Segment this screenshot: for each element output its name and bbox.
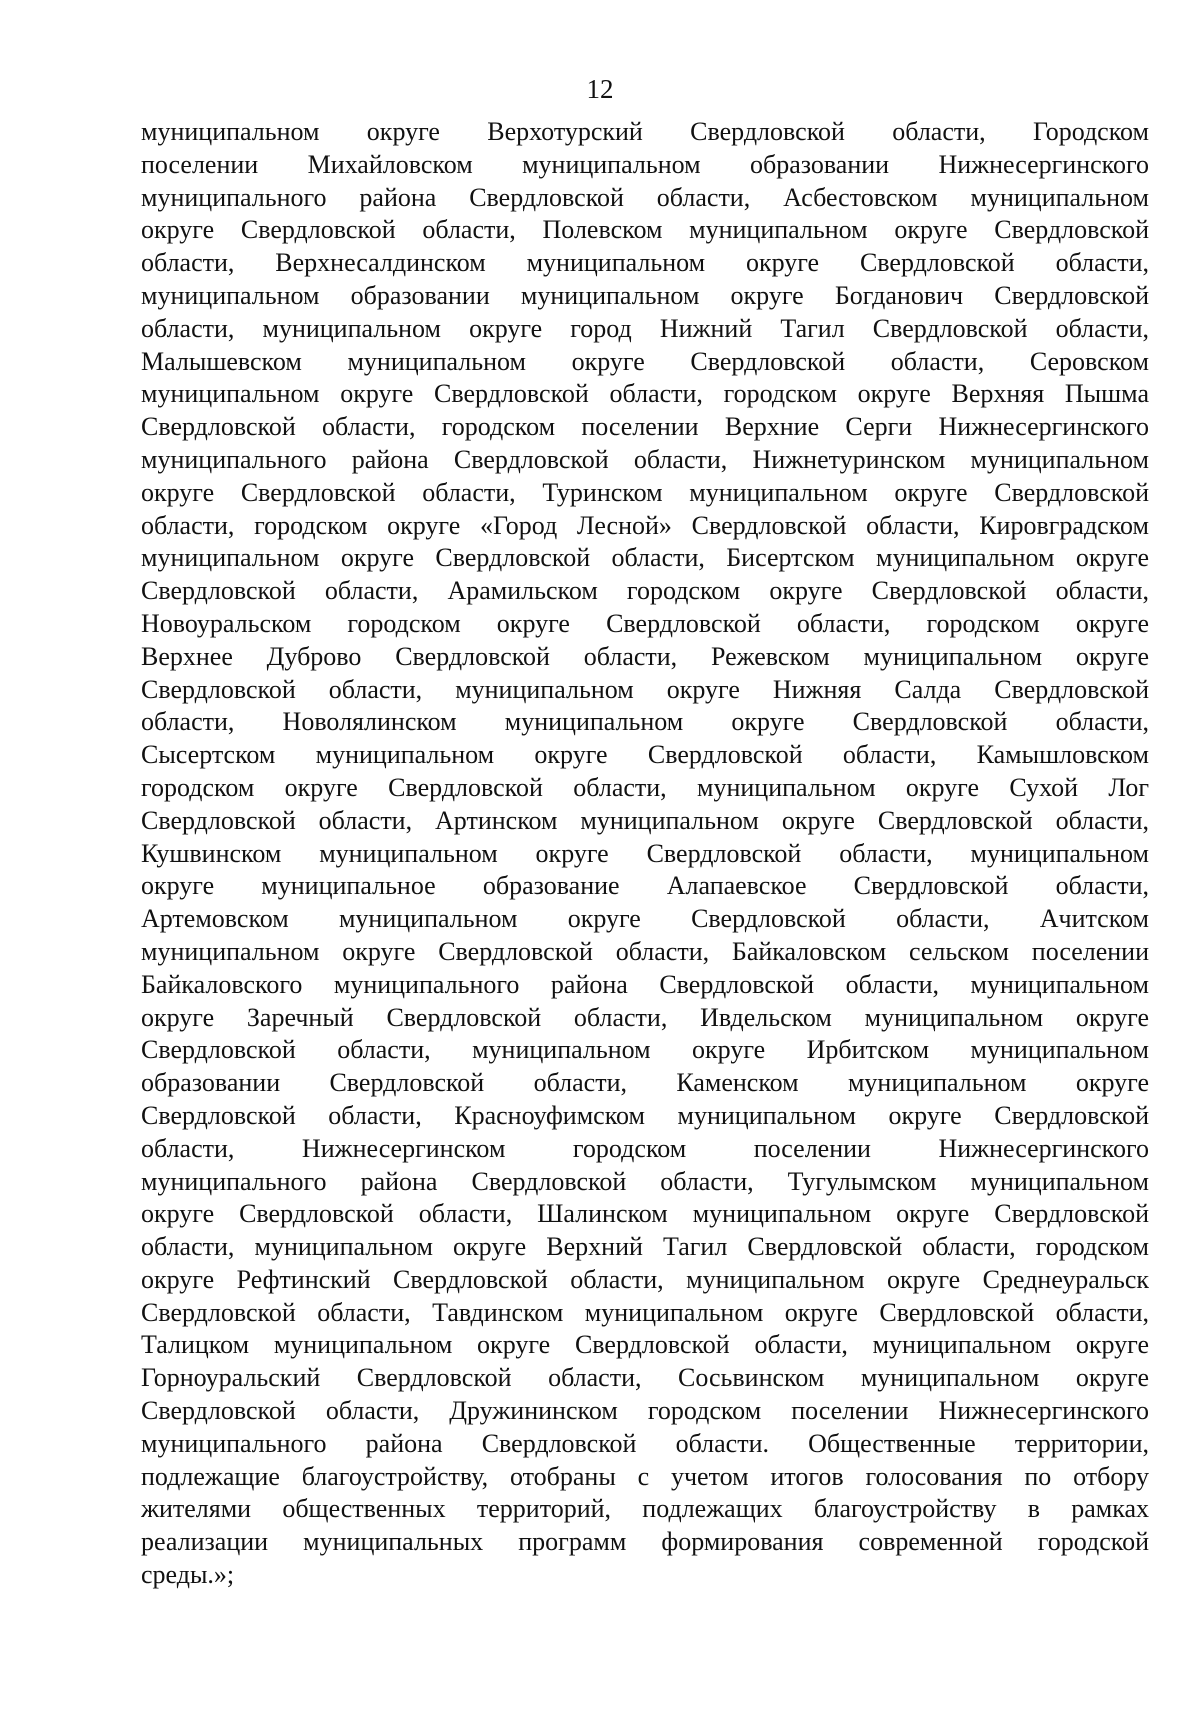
text-line: округе муниципальное образование Алапаевское Свердловской области,	[141, 871, 1149, 901]
text-line: Сысертском муниципальном округе Свердловской области, Камышловском	[141, 740, 1149, 770]
body-paragraph	[141, 116, 1149, 1592]
text-line: Свердловской области, Красноуфимском муниципальном округе Свердловской	[141, 1100, 1149, 1130]
text-line: Новоуральском городском округе Свердловской области, городском округе	[141, 608, 1149, 638]
text-line: Свердловской области, Артинском муниципальном округе Свердловской области,	[141, 805, 1149, 835]
text-line: Свердловской области, муниципальном округе Ирбитском муниципальном	[141, 1035, 1149, 1065]
text-line: Свердловской области, городском поселении Верхние Серги Нижнесергинского	[141, 412, 1149, 442]
text-line: Талицком муниципальном округе Свердловской области, муниципальном округе	[141, 1330, 1149, 1360]
text-line: муниципального района Свердловской области, Асбестовском муниципальном	[141, 182, 1149, 212]
text-line: округе Свердловской области, Туринском муниципальном округе Свердловской	[141, 477, 1149, 507]
text-line: области, Нижнесергинском городском поселении Нижнесергинского	[141, 1133, 1149, 1163]
text-line: городском округе Свердловской области, муниципальном округе Сухой Лог	[141, 772, 1149, 802]
text-line: муниципальном округе Свердловской области, Байкаловском сельском поселении	[141, 936, 1149, 966]
text-line: Байкаловского муниципального района Свердловской области, муниципальном	[141, 969, 1149, 999]
text-line: округе Свердловской области, Шалинском муниципальном округе Свердловской	[141, 1199, 1149, 1229]
text-line: округе Свердловской области, Полевском муниципальном округе Свердловской	[141, 215, 1149, 245]
text-line: области, городском округе «Город Лесной» Свердловской области, Кировградском	[141, 510, 1149, 540]
text-line: округе Заречный Свердловской области, Ивдельском муниципальном округе	[141, 1002, 1149, 1032]
text-line: области, муниципальном округе Верхний Тагил Свердловской области, городском	[141, 1232, 1149, 1262]
text-line: поселении Михайловском муниципальном образовании Нижнесергинского	[141, 149, 1149, 179]
text-line: округе Рефтинский Свердловской области, муниципальном округе Среднеуральск	[141, 1264, 1149, 1294]
text-line: муниципальном округе Свердловской области, Бисертском муниципальном округе	[141, 543, 1149, 573]
text-line: муниципальном округе Верхотурский Свердловской области, Городском	[141, 117, 1149, 146]
text-line: среды.»;	[141, 1560, 235, 1590]
text-line: области, муниципальном округе город Нижний Тагил Свердловской области,	[141, 313, 1149, 343]
text-line: Свердловской области, Тавдинском муниципальном округе Свердловской области,	[141, 1297, 1149, 1327]
text-line: жителями общественных территорий, подлежащих благоустройству в рамках	[141, 1494, 1149, 1524]
text-line: муниципальном округе Свердловской области, городском округе Верхняя Пышма	[141, 379, 1149, 409]
page-number: 12	[586, 74, 614, 104]
text-line: Горноуральский Свердловской области, Сосьвинском муниципальном округе	[141, 1363, 1149, 1393]
text-line: муниципальном образовании муниципальном округе Богданович Свердловской	[141, 280, 1149, 310]
text-line: Артемовском муниципальном округе Свердловской области, Ачитском	[141, 904, 1149, 934]
text-line: образовании Свердловской области, Каменском муниципальном округе	[141, 1068, 1149, 1098]
text-line: муниципального района Свердловской области, Нижнетуринском муниципальном	[141, 444, 1149, 474]
text-line: Верхнее Дуброво Свердловской области, Режевском муниципальном округе	[141, 641, 1149, 671]
text-line: области, Новолялинском муниципальном округе Свердловской области,	[141, 707, 1149, 737]
text-line: реализации муниципальных программ формирования современной городской	[141, 1527, 1149, 1557]
text-line: Свердловской области, Арамильском городском округе Свердловской области,	[141, 576, 1149, 606]
text-line: муниципального района Свердловской области, Тугулымском муниципальном	[141, 1166, 1149, 1196]
text-line: Малышевском муниципальном округе Свердловской области, Серовском	[141, 346, 1149, 376]
text-line: Свердловской области, Дружининском городском поселении Нижнесергинского	[141, 1396, 1149, 1426]
text-line: муниципального района Свердловской области. Общественные территории,	[141, 1428, 1149, 1458]
text-line: подлежащие благоустройству, отобраны с учетом итогов голосования по отбору	[141, 1461, 1149, 1491]
text-line: Кушвинском муниципальном округе Свердловской области, муниципальном	[141, 838, 1149, 868]
text-line: Свердловской области, муниципальном округе Нижняя Салда Свердловской	[141, 674, 1149, 704]
text-line: области, Верхнесалдинском муниципальном округе Свердловской области,	[141, 248, 1149, 278]
